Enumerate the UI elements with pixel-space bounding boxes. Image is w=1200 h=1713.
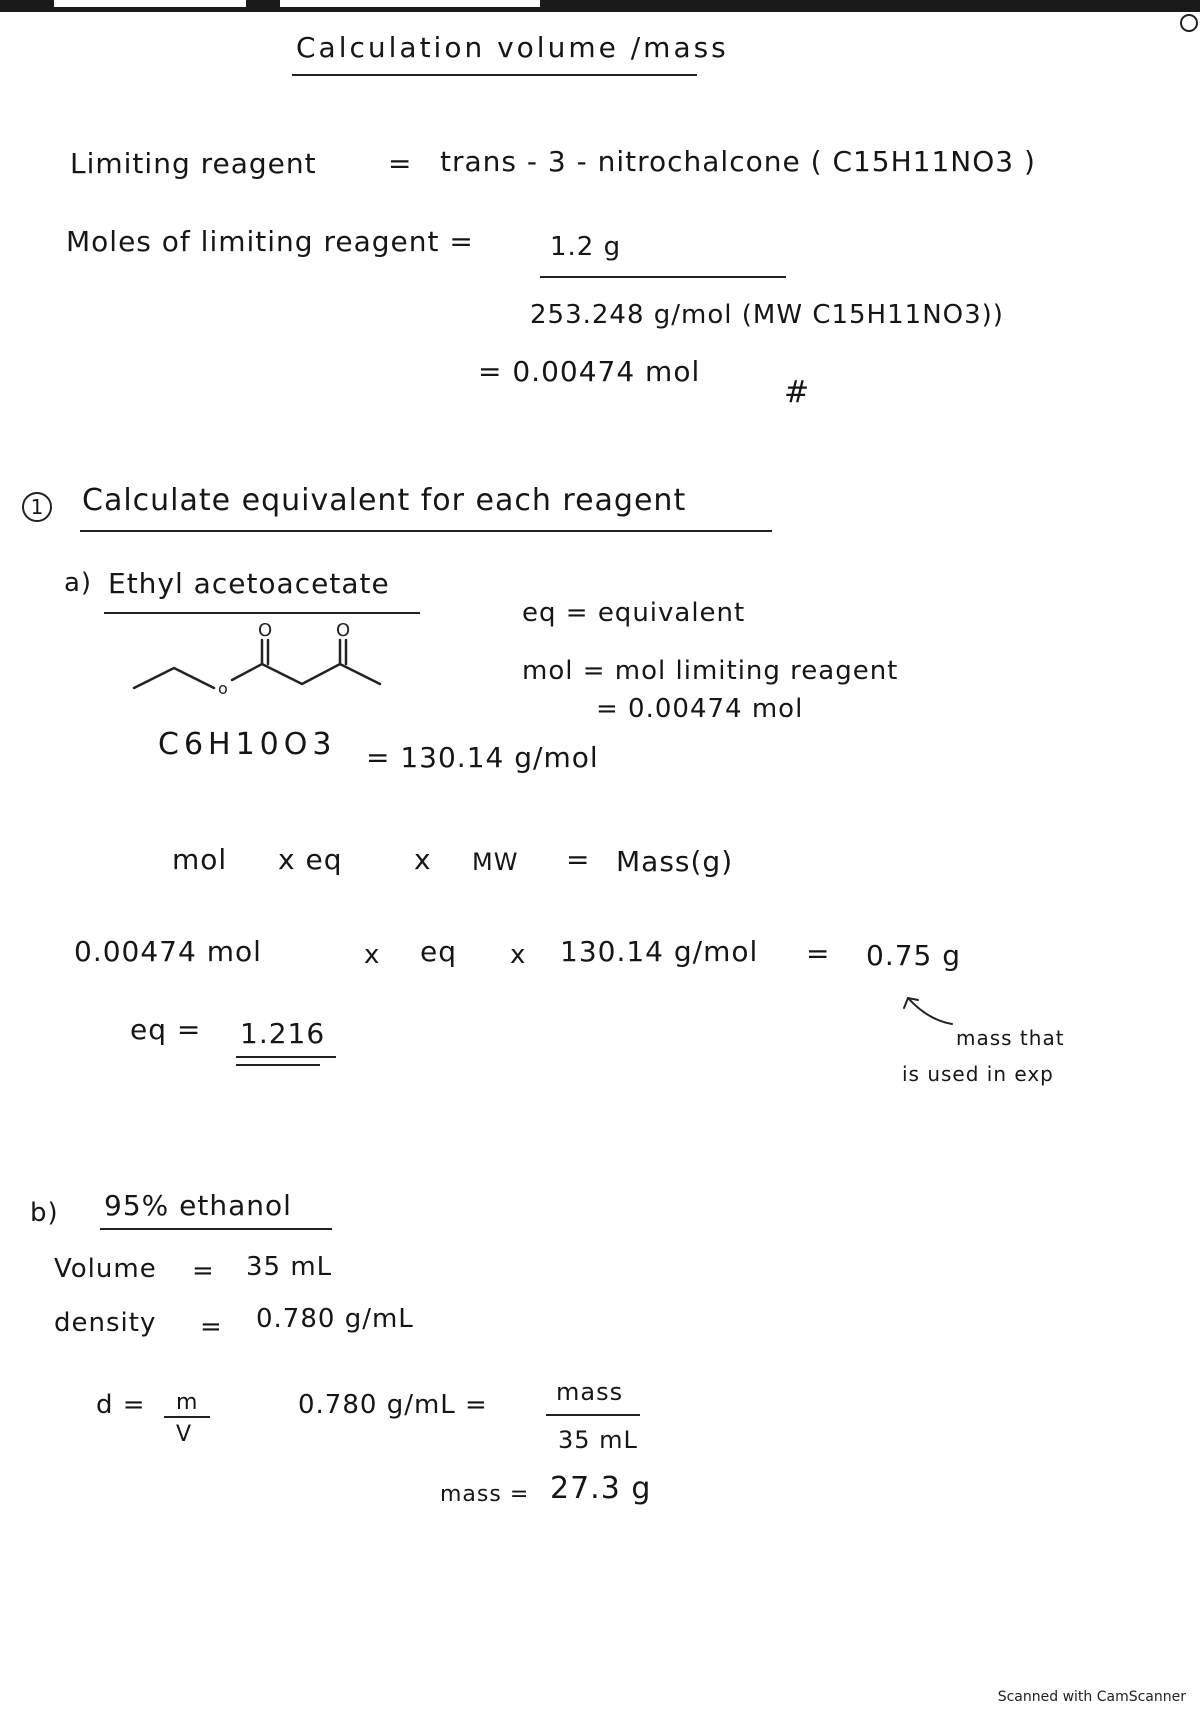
eq-result-underline-1 xyxy=(236,1056,336,1058)
formula: C6H10O3 xyxy=(158,727,337,762)
density-label: density xyxy=(54,1308,157,1338)
svg-text:O: O xyxy=(336,620,351,641)
equation-mol: mol xyxy=(172,843,228,876)
moles-numerator: 1.2 g xyxy=(550,232,622,262)
svg-text:O: O xyxy=(258,620,273,641)
scan-edge-tab xyxy=(54,0,246,7)
density-equals: = xyxy=(200,1312,223,1342)
eq-result: 1.216 xyxy=(240,1017,326,1050)
def-mol: mol = mol limiting reagent xyxy=(522,656,899,686)
equation-times: x xyxy=(414,843,432,876)
item-b-underline xyxy=(100,1228,332,1230)
density-calc: 0.780 g/mL = xyxy=(298,1390,488,1420)
ethyl-acetoacetate-structure xyxy=(128,618,390,700)
limiting-eq-sign: = xyxy=(388,147,413,180)
calc-times-1: x xyxy=(364,940,381,970)
annotation-arrow xyxy=(898,992,958,1028)
volume-denominator: 35 mL xyxy=(558,1426,638,1454)
limiting-compound: trans - 3 - nitrochalcone ( C15H11NO3 ) xyxy=(440,145,1036,178)
section-heading: Calculate equivalent for each reagent xyxy=(82,483,687,518)
note-line-1: mass that xyxy=(956,1026,1065,1050)
density-formula-fraction-line xyxy=(164,1416,210,1418)
eq-result-underline-2 xyxy=(236,1064,320,1066)
calc-times-2: x xyxy=(510,940,527,970)
volume-label: Volume xyxy=(54,1254,157,1284)
note-line-2: is used in exp xyxy=(902,1062,1054,1086)
density-formula-lhs: d = xyxy=(96,1390,146,1420)
density-formula-m: m xyxy=(176,1390,199,1415)
calc-mass: 0.75 g xyxy=(866,939,962,972)
calc-mol: 0.00474 mol xyxy=(74,935,262,968)
limiting-reagent-label: Limiting reagent xyxy=(70,147,317,180)
item-b-label: b) xyxy=(30,1198,59,1228)
svg-text:o: o xyxy=(218,679,228,698)
calc-eq: eq xyxy=(420,935,457,968)
equation-mw: MW xyxy=(472,848,519,876)
volume-equals: = xyxy=(192,1256,215,1286)
section-heading-underline xyxy=(80,530,772,532)
scan-top-edge xyxy=(0,0,1200,12)
def-eq: eq = equivalent xyxy=(522,598,746,628)
page-title: Calculation volume /mass xyxy=(296,31,729,64)
title-underline xyxy=(292,74,697,76)
moles-label: Moles of limiting reagent = xyxy=(66,225,474,258)
item-a-label: a) xyxy=(64,568,93,598)
section-number: 1 xyxy=(22,492,52,522)
molecular-weight: = 130.14 g/mol xyxy=(366,741,599,774)
item-a-underline xyxy=(104,612,420,614)
calc-mw: 130.14 g/mol xyxy=(560,935,759,968)
def-mol-value: = 0.00474 mol xyxy=(596,694,804,724)
scan-edge-tab xyxy=(280,0,540,7)
moles-result: = 0.00474 mol xyxy=(478,355,701,388)
mass-result: 27.3 g xyxy=(550,1471,652,1506)
mass-result-label: mass = xyxy=(440,1482,530,1507)
density-value: 0.780 g/mL xyxy=(256,1304,414,1334)
item-b-name: 95% ethanol xyxy=(104,1189,292,1222)
mass-fraction-line xyxy=(546,1414,640,1416)
calc-equals: = xyxy=(806,937,831,970)
eq-result-label: eq = xyxy=(130,1013,202,1046)
moles-denominator: 253.248 g/mol (MW C15H11NO3)) xyxy=(530,300,1004,330)
mass-numerator: mass xyxy=(556,1378,624,1406)
density-formula-v: V xyxy=(176,1422,193,1447)
scanner-watermark: Scanned with CamScanner xyxy=(997,1689,1186,1705)
item-a-name: Ethyl acetoacetate xyxy=(108,567,390,600)
equation-eq: x eq xyxy=(278,843,343,876)
moles-fraction-line xyxy=(540,276,786,278)
volume-value: 35 mL xyxy=(246,1252,333,1282)
corner-circle-icon xyxy=(1180,14,1198,32)
equation-mass: Mass(g) xyxy=(616,845,734,878)
hash-mark: # xyxy=(784,375,811,410)
equation-equals: = xyxy=(566,843,591,876)
